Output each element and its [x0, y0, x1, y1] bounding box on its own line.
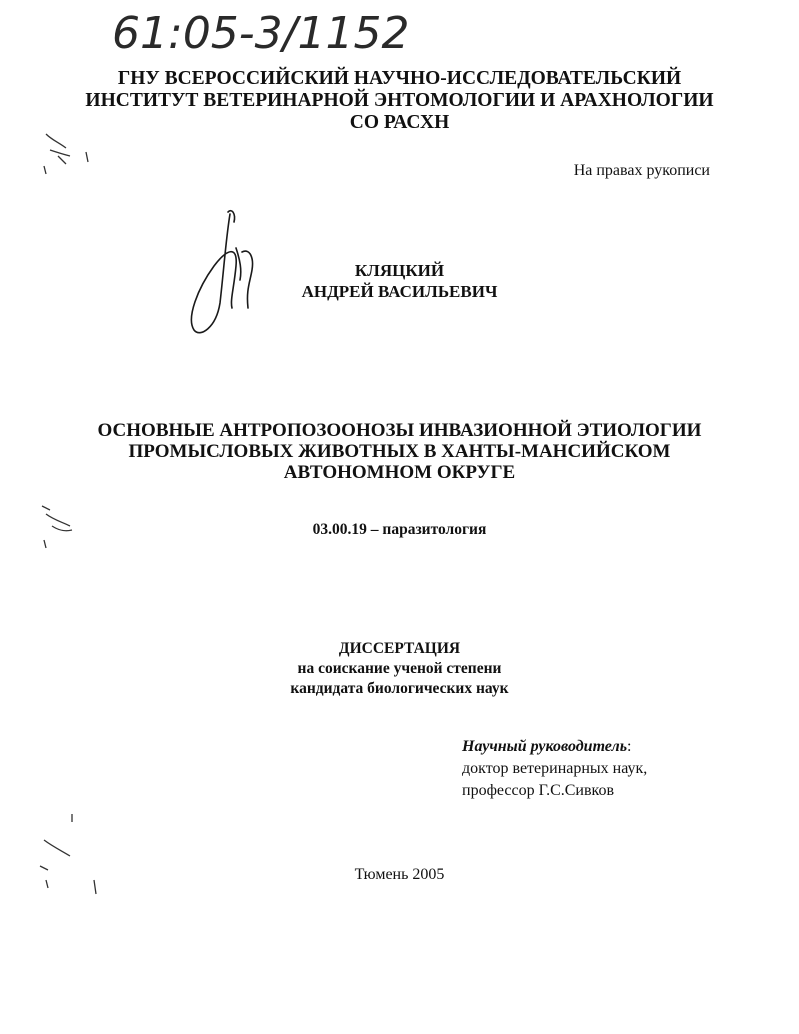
archive-code-text: 61:05-3/1152 — [112, 8, 410, 58]
specialty-code: 03.00.19 – паразитология — [312, 521, 487, 538]
scan-mark-icon — [34, 810, 104, 900]
title-line: ОСНОВНЫЕ АНТРОПОЗООНОЗЫ ИНВАЗИОННОЙ ЭТИОЛОГИИ — [97, 420, 702, 441]
institute-header — [0, 68, 799, 134]
scan-mark-icon — [36, 122, 96, 182]
supervisor-degree: доктор ветеринарных наук, — [462, 760, 648, 777]
supervisor-role-suffix: : — [627, 738, 632, 755]
author-surname: КЛЯЦКИЙ — [354, 261, 445, 280]
manuscript-rights-note: На правах рукописи — [573, 162, 710, 179]
author-given-names: АНДРЕЙ ВАСИЛЬЕВИЧ — [301, 282, 498, 301]
title-line: АВТОНОМНОМ ОКРУГЕ — [283, 462, 516, 483]
thesis-line: на соискание ученой степени — [297, 660, 502, 677]
archive-code-handwritten — [112, 4, 492, 58]
supervisor-role: Научный руководитель — [462, 738, 628, 755]
dissertation-title — [0, 420, 799, 483]
scan-mark-icon — [36, 500, 86, 555]
institute-line: СО РАСХН — [349, 112, 450, 133]
supervisor-block — [462, 736, 762, 802]
thesis-line: кандидата биологических наук — [290, 680, 509, 697]
author-block — [0, 260, 799, 302]
thesis-line: ДИССЕРТАЦИЯ — [338, 640, 461, 657]
institute-line: ГНУ ВСЕРОССИЙСКИЙ НАУЧНО-ИССЛЕДОВАТЕЛЬСКИЙ — [117, 68, 682, 89]
supervisor-name: профессор Г.С.Сивков — [462, 782, 615, 799]
title-line: ПРОМЫСЛОВЫХ ЖИВОТНЫХ В ХАНТЫ-МАНСИЙСКОМ — [128, 441, 671, 462]
institute-line: ИНСТИТУТ ВЕТЕРИНАРНОЙ ЭНТОМОЛОГИИ И АРАХНОЛОГИИ — [85, 90, 714, 111]
city-year: Тюмень 2005 — [354, 866, 445, 883]
thesis-degree-block — [0, 639, 799, 699]
